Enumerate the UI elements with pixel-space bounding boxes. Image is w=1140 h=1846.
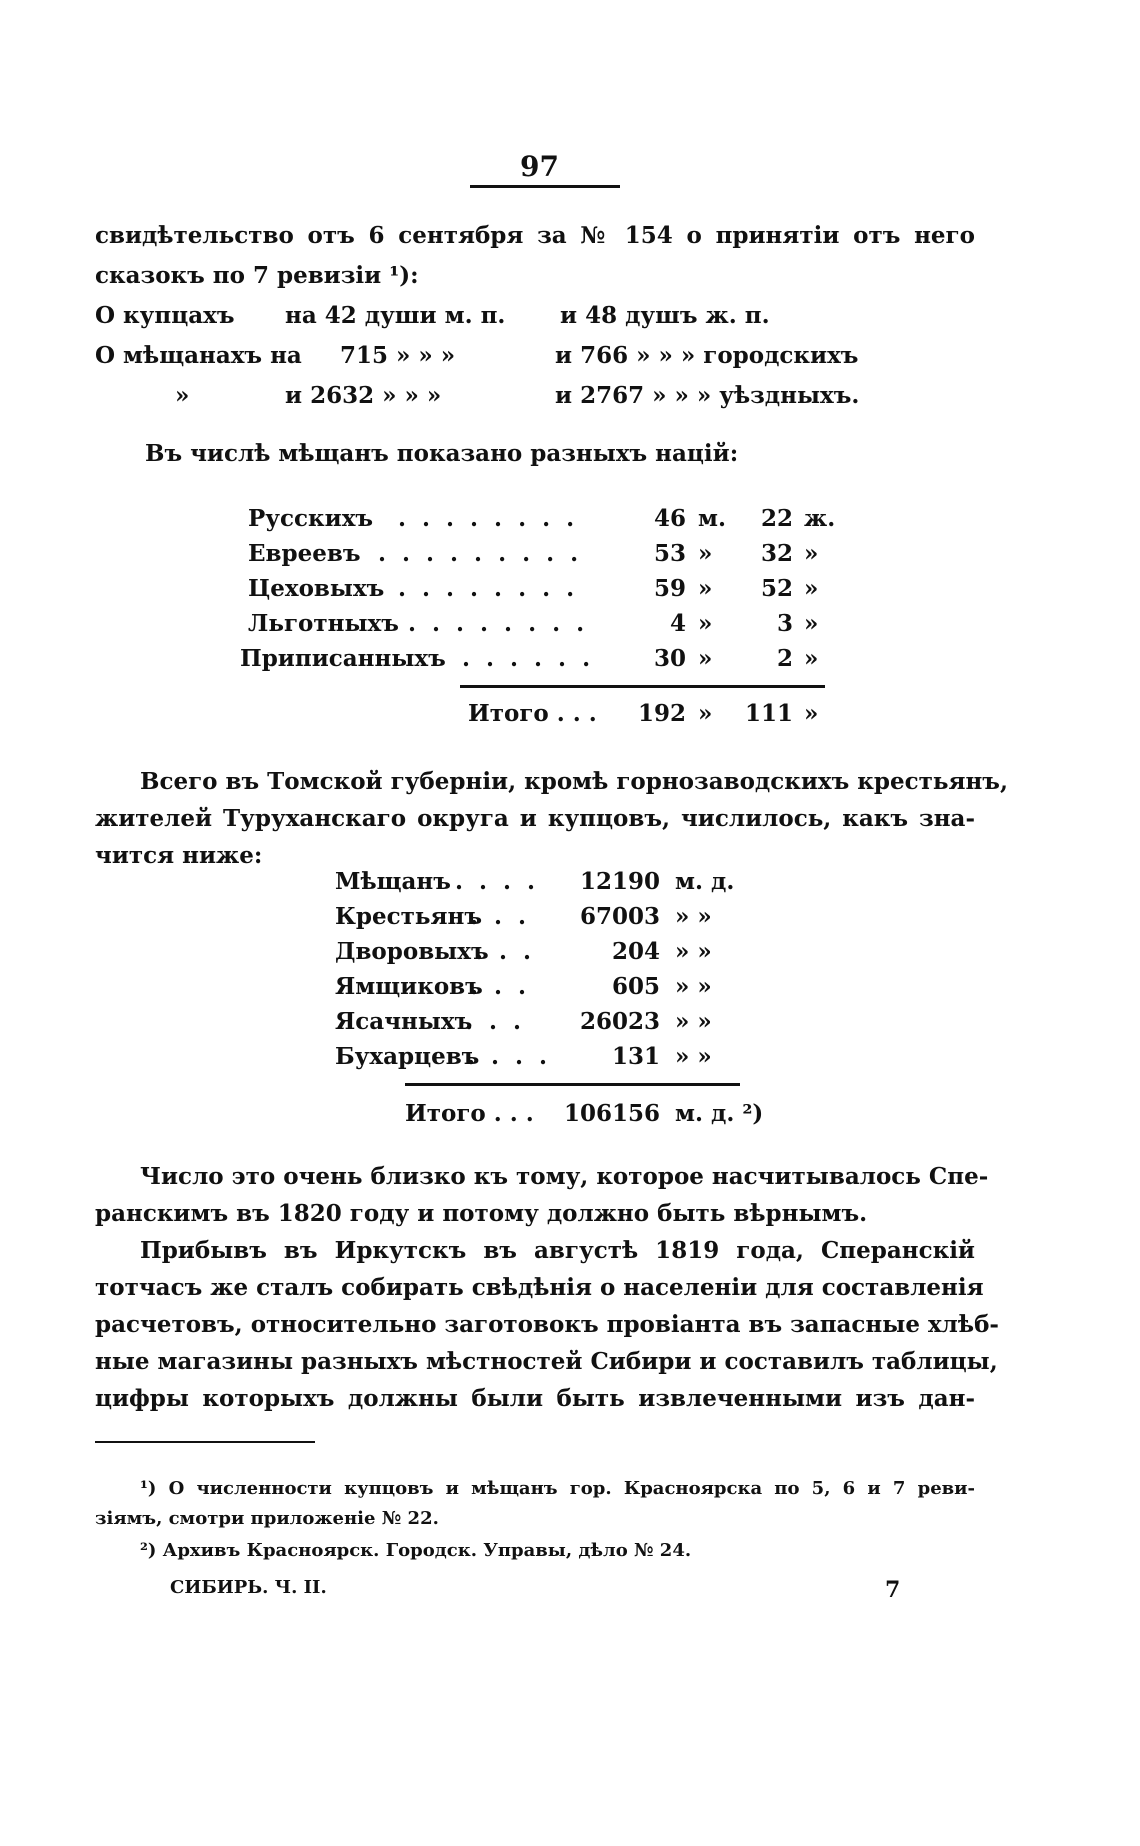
nation-female: 3 <box>776 610 793 637</box>
estate-unit: » » <box>675 1043 712 1070</box>
revision-b: и 2767 » » » уѣздныхъ. <box>555 382 860 409</box>
estate-leader: . . . <box>475 938 536 965</box>
estate-value: 605 <box>611 973 660 1000</box>
nation-female: 2 <box>776 645 793 672</box>
estate-unit: » » <box>675 938 712 965</box>
nation-name: Цеховыхъ <box>248 575 385 602</box>
gov-line-2: жителей Туруханскаго округа и купцовъ, числилось, какъ зна- <box>95 805 975 832</box>
estate-leader: . . . <box>470 973 531 1000</box>
nation-male-unit: м. <box>698 505 726 532</box>
estate-row <box>335 1043 755 1070</box>
footnote-2: ²) Архивъ Красноярск. Городск. Управы, дѣло № 24. <box>140 1540 692 1561</box>
estate-unit: » » <box>675 1008 712 1035</box>
nation-female-unit: » <box>804 575 819 602</box>
revision-label: О мѣщанахъ на <box>95 342 302 369</box>
estate-name: Дворовыхъ <box>335 938 489 965</box>
nation-leader: . . . . . . . . . <box>378 540 583 567</box>
body-line: ные магазины разныхъ мѣстностей Сибири и составилъ таблицы, <box>95 1348 998 1375</box>
estates-total-label: Итого . . . <box>405 1100 534 1127</box>
nation-leader: . . . . . . . . <box>398 575 579 602</box>
body-line: расчетовъ, относительно заготовокъ провіанта въ запасные хлѣб- <box>95 1311 999 1338</box>
estate-value: 67003 <box>579 903 660 930</box>
estate-leader: . . . <box>465 1008 526 1035</box>
nations-total-female: 111 <box>744 700 793 727</box>
nations-intro: Въ числѣ мѣщанъ показано разныхъ націй: <box>145 440 739 467</box>
nation-female-unit: » <box>804 610 819 637</box>
estate-leader: . . . . <box>455 868 540 895</box>
nation-male-unit: » <box>698 610 713 637</box>
intro-line-1: свидѣтельство отъ 6 сентября за № 154 о принятіи отъ него <box>95 222 975 249</box>
estate-unit: м. д. <box>675 868 735 895</box>
nation-female-unit: » <box>804 540 819 567</box>
estate-name: Ясачныхъ <box>335 1008 473 1035</box>
nation-leader: . . . . . . <box>462 645 595 672</box>
nation-female-unit: » <box>804 645 819 672</box>
estate-value: 12190 <box>579 868 660 895</box>
revision-label: О купцахъ <box>95 302 235 329</box>
nation-male-unit: » <box>698 575 713 602</box>
nation-female: 52 <box>760 575 793 602</box>
gov-line-1: Всего въ Томской губерніи, кромѣ горнозаводскихъ крестьянъ, <box>140 768 1008 795</box>
nation-female: 22 <box>760 505 793 532</box>
intro-line-2: сказокъ по 7 ревизіи ¹): <box>95 262 419 289</box>
revision-a: 715 » » » <box>340 342 456 369</box>
estates-total-unit: м. д. ²) <box>675 1100 764 1127</box>
estate-unit: » » <box>675 903 712 930</box>
nations-total-female-unit: » <box>804 700 819 727</box>
body-line: Число это очень близко къ тому, которое насчитывалось Спе- <box>140 1163 989 1190</box>
nation-male: 59 <box>653 575 686 602</box>
nation-name: Льготныхъ <box>248 610 399 637</box>
nation-row <box>248 505 848 532</box>
nation-female: 32 <box>760 540 793 567</box>
nation-leader: . . . . . . . . <box>408 610 589 637</box>
nations-total-label: Итого . . . <box>468 700 597 727</box>
nation-leader: . . . . . . . . <box>398 505 579 532</box>
nation-name: Русскихъ <box>248 505 374 532</box>
nation-row <box>248 540 848 567</box>
nation-row <box>248 575 848 602</box>
nation-male-unit: » <box>698 540 713 567</box>
estate-row <box>335 973 755 1000</box>
estates-total-rule <box>405 1083 740 1086</box>
footnote-1: ¹) О численности купцовъ и мѣщанъ гор. Красноярска по 5, 6 и 7 реви- <box>140 1478 975 1499</box>
header-rule <box>470 185 620 188</box>
footnote-rule <box>95 1441 315 1443</box>
estate-unit: » » <box>675 973 712 1000</box>
nation-male: 53 <box>653 540 686 567</box>
estate-leader: . . . . <box>467 1043 552 1070</box>
nation-male: 46 <box>653 505 686 532</box>
nation-male: 4 <box>669 610 686 637</box>
revision-label: » <box>175 382 190 409</box>
body-line: цифры которыхъ должны были быть извлеченными изъ дан- <box>95 1385 975 1412</box>
page-number: 97 <box>520 150 559 183</box>
gov-line-3: чится ниже: <box>95 842 263 869</box>
nations-total-rule <box>460 685 825 688</box>
body-line: ранскимъ въ 1820 году и потому должно быть вѣрнымъ. <box>95 1200 868 1227</box>
estates-total-value: 106156 <box>563 1100 660 1127</box>
estate-row <box>335 1008 755 1035</box>
estate-leader: . . . <box>470 903 531 930</box>
nation-female-unit: ж. <box>804 505 836 532</box>
estate-name: Крестьянъ <box>335 903 482 930</box>
revision-a: на 42 души м. п. <box>285 302 506 329</box>
signature-sheet-number: 7 <box>885 1577 901 1603</box>
footnote-1-cont: зіямъ, смотри приложеніе № 22. <box>95 1508 439 1529</box>
nation-row <box>240 645 848 672</box>
signature-mark: СИБИРЬ. Ч. II. <box>170 1577 327 1598</box>
estate-name: Мѣщанъ <box>335 868 451 895</box>
nation-name: Евреевъ <box>248 540 361 567</box>
body-line: Прибывъ въ Иркутскъ въ августѣ 1819 года, Сперанскій <box>140 1237 975 1264</box>
estate-row <box>335 938 755 965</box>
revision-b: и 766 » » » городскихъ <box>555 342 859 369</box>
revision-b: и 48 душъ ж. п. <box>560 302 770 329</box>
estate-row <box>335 903 755 930</box>
estate-row <box>335 868 755 895</box>
estate-value: 131 <box>611 1043 660 1070</box>
estate-name: Бухарцевъ <box>335 1043 480 1070</box>
nation-row <box>248 610 848 637</box>
revision-a: и 2632 » » » <box>285 382 442 409</box>
nation-male-unit: » <box>698 645 713 672</box>
nations-total-male-unit: » <box>698 700 713 727</box>
estate-name: Ямщиковъ <box>335 973 483 1000</box>
body-line: тотчасъ же сталъ собирать свѣдѣнія о населеніи для составленія <box>95 1274 984 1301</box>
nation-male: 30 <box>653 645 686 672</box>
estate-value: 204 <box>611 938 660 965</box>
nation-name: Приписанныхъ <box>240 645 446 672</box>
estate-value: 26023 <box>579 1008 660 1035</box>
nations-total-male: 192 <box>637 700 686 727</box>
